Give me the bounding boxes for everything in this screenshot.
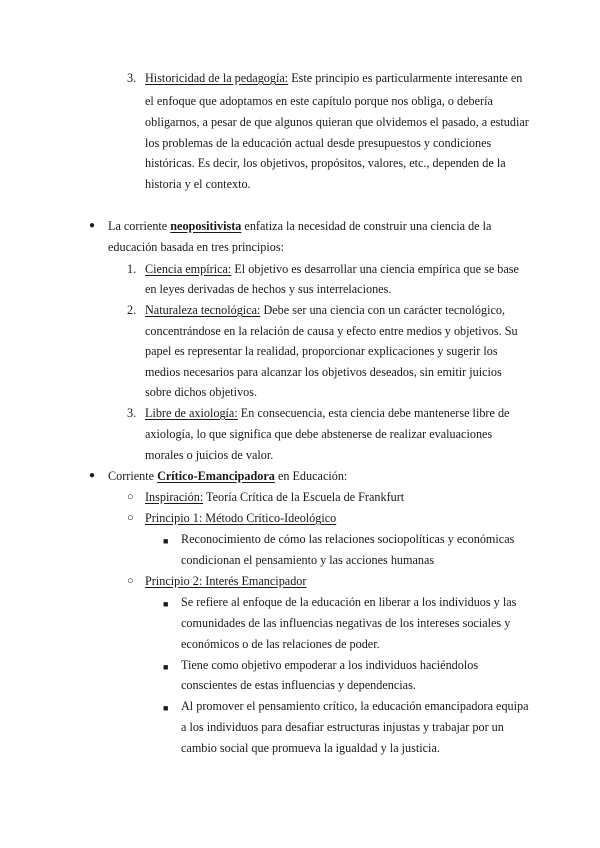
paragraph-line: en leyes derivadas de hechos y sus interrelaciones. bbox=[145, 282, 392, 296]
sub-bullet-line: Principio 1: Método Crítico-Ideológico bbox=[145, 511, 337, 525]
sub-sub-bullet-line: Tiene como objetivo empoderar a los individuos haciéndolos bbox=[181, 658, 479, 672]
paragraph-line: historia y el contexto. bbox=[145, 177, 251, 191]
bullet-circle-icon: ○ bbox=[127, 575, 134, 587]
paragraph-line: históricas. Es decir, los objetivos, propósitos, valores, etc., dependen de la bbox=[145, 156, 506, 170]
bullet-square-icon: ■ bbox=[163, 662, 169, 672]
list-item-line: Historicidad de la pedagogía: Este principio es particularmente interesante en bbox=[145, 71, 523, 85]
sub-sub-bullet-line: Reconocimiento de cómo las relaciones sociopolíticas y económicas bbox=[181, 532, 515, 546]
paragraph-line: papel es representar la realidad, proporcionar explicaciones y sugerir los bbox=[145, 344, 498, 358]
bullet-circle-icon: ○ bbox=[127, 512, 134, 524]
sub-bullet-line: Inspiración: Teoría Crítica de la Escuela de Frankfurt bbox=[145, 490, 405, 504]
paragraph-line: a los individuos para desafiar estructuras injustas y trabajar por un bbox=[181, 720, 504, 734]
sub-bullet-line: Principio 2: Interés Emancipador bbox=[145, 574, 307, 588]
term-title: Libre de axiología: bbox=[145, 406, 238, 420]
list-number: 2. bbox=[127, 303, 137, 317]
bullet-disc-icon: ● bbox=[89, 470, 96, 481]
term-neopositivista: neopositivista bbox=[170, 219, 242, 233]
bullet-circle-icon: ○ bbox=[127, 491, 134, 503]
list-item-line: Ciencia empírica: El objetivo es desarrollar una ciencia empírica que se base bbox=[145, 262, 519, 276]
paragraph-line: sobre dichos objetivos. bbox=[145, 385, 258, 399]
paragraph-line: medios necesarios para alcanzar los objetivos deseados, sin emitir juicios bbox=[145, 365, 502, 379]
list-item-line: Libre de axiología: En consecuencia, esta ciencia debe mantenerse libre de bbox=[145, 406, 510, 420]
term-critico-emancipadora: Crítico-Emancipadora bbox=[157, 469, 275, 483]
paragraph-line: educación basada en tres principios: bbox=[108, 240, 284, 254]
term-title: Ciencia empírica: bbox=[145, 262, 232, 276]
sub-sub-bullet-line: Al promover el pensamiento crítico, la educación emancipadora equipa bbox=[181, 699, 529, 713]
list-item-line: Naturaleza tecnológica: Debe ser una ciencia con un carácter tecnológico, bbox=[145, 303, 506, 317]
term-title: Naturaleza tecnológica: bbox=[145, 303, 261, 317]
sub-sub-bullet-line: Se refiere al enfoque de la educación en liberar a los individuos y las bbox=[181, 595, 517, 609]
list-number: 3. bbox=[127, 71, 137, 85]
bullet-line: Corriente Crítico-Emancipadora en Educación: bbox=[108, 469, 348, 483]
bullet-square-icon: ■ bbox=[163, 703, 169, 713]
paragraph-line: condicionan el pensamiento y las acciones humanas bbox=[181, 553, 435, 567]
bullet-disc-icon: ● bbox=[89, 220, 96, 231]
list-number: 3. bbox=[127, 406, 137, 420]
paragraph-line: conscientes de estas influencias y dependencias. bbox=[181, 678, 416, 692]
bullet-square-icon: ■ bbox=[163, 599, 169, 609]
paragraph-line: obligarnos, a pesar de que algunos quieran que olvidemos el pasado, a estudiar bbox=[145, 115, 529, 129]
paragraph-line: comunidades de las influencias negativas de los intereses sociales y bbox=[181, 616, 511, 630]
paragraph-line: axiología, lo que significa que debe abstenerse de realizar evaluaciones bbox=[145, 427, 493, 441]
paragraph-line: el enfoque que adoptamos en este capítulo porque nos obliga, o debería bbox=[145, 94, 493, 108]
paragraph-line: concentrándose en la relación de causa y efecto entre medios y objetivos. Su bbox=[145, 324, 518, 338]
paragraph-line: económicos o de las relaciones de poder. bbox=[181, 637, 380, 651]
bullet-square-icon: ■ bbox=[163, 536, 169, 546]
paragraph-line: morales o juicios de valor. bbox=[145, 448, 274, 462]
paragraph-line: cambio social que promueva la igualdad y la justicia. bbox=[181, 741, 440, 755]
list-number: 1. bbox=[127, 262, 137, 276]
paragraph-line: los problemas de la educación actual desde presupuestos y condiciones bbox=[145, 136, 492, 150]
bullet-line: La corriente neopositivista enfatiza la necesidad de construir una ciencia de la bbox=[108, 219, 492, 233]
term-title: Inspiración: bbox=[145, 490, 204, 504]
term-title: Historicidad de la pedagogía: bbox=[145, 71, 289, 85]
